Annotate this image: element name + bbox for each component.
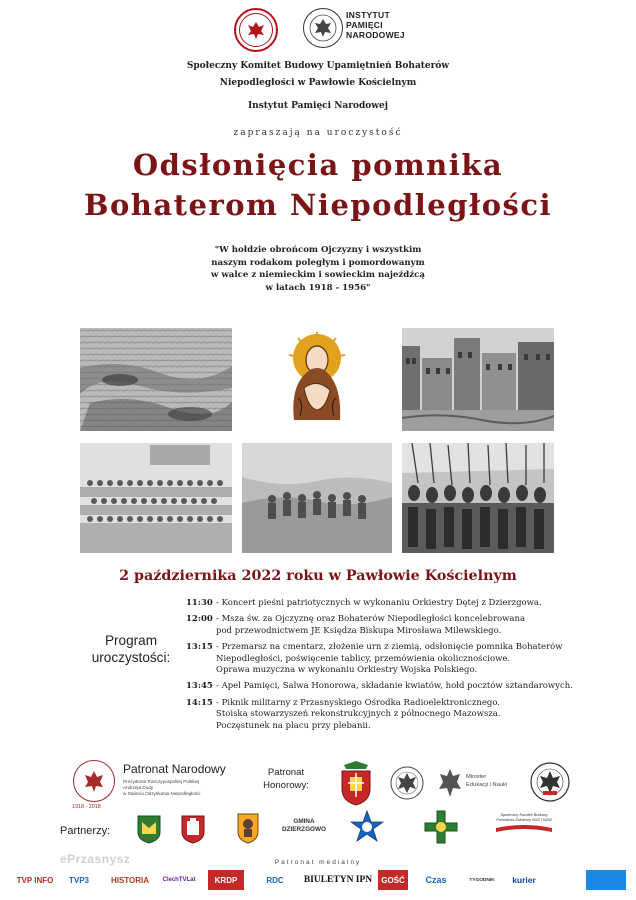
event-date: 2 października 2022 roku w Pawłowie Kościelnym xyxy=(119,568,517,584)
polish-eagle-icon xyxy=(73,760,115,802)
program-item xyxy=(186,642,606,676)
program-list xyxy=(186,598,606,737)
title-line: Bohaterom Niepodległości xyxy=(83,188,553,222)
photo-soldiers-group xyxy=(80,443,232,553)
media-logo-czas: Czas xyxy=(425,875,447,885)
program-time: 11:30 xyxy=(186,598,213,608)
partners-label: Partnerzy: xyxy=(60,825,111,837)
military-cross-icon xyxy=(424,810,458,844)
photo-forest-soldiers xyxy=(242,443,392,553)
ministry-eagle-icon xyxy=(436,766,464,800)
patronat-sub-line: Prezydenta Rzeczypospolitej Polskiej xyxy=(123,779,200,784)
ipn-seal-icon xyxy=(388,764,426,802)
ipn-emblem-icon xyxy=(303,8,343,48)
program-line: Poczęstunek na placu przy plebanii. xyxy=(216,720,371,731)
organizer-line: Społeczny Komitet Budowy Upamiętnień Bohaterów xyxy=(186,61,450,71)
media-logo-rdc: RDC xyxy=(266,875,284,885)
committee-nsz-logo xyxy=(496,812,552,832)
partner-coat-of-arms xyxy=(136,814,162,844)
patronat-honorowy-label xyxy=(256,766,316,792)
ipn-logo-line: INSTYTUT xyxy=(346,10,390,20)
organizer-line: Instytut Pamięci Narodowej xyxy=(247,101,389,111)
header-logos xyxy=(0,8,636,56)
patronat-sub-line: w Stuleciu Odzyskania Niepodległości xyxy=(123,791,201,797)
program-line: Oprawa muzyczna w wykonaniu Orkiestry Wojska Polskiego. xyxy=(216,665,478,676)
police-star-icon xyxy=(350,810,384,844)
quote-line: "W hołdzie obrońcom Ojczyzny i wszystkim xyxy=(214,245,422,255)
ministry-line: Minister xyxy=(466,774,487,780)
quote-line: w walce z niemieckim i sowieckim najeźdźcą xyxy=(211,270,425,281)
program-text xyxy=(216,598,606,609)
committee-line: Społeczny Komitet Budowy xyxy=(500,812,548,817)
quote-line: w latach 1918 - 1956" xyxy=(265,282,371,293)
gmina-line: GMINA xyxy=(293,818,315,825)
media-logo-tygodnik: TYGODNIK xyxy=(469,877,495,883)
media-logo-tvp3: TVP3 xyxy=(64,870,94,890)
patronat-sub-line: Andrzeja Dudy xyxy=(123,785,154,791)
patronat-narodowy-title: Patronat Narodowy xyxy=(123,762,226,776)
gmina-dzierzgowo-logo xyxy=(282,818,326,834)
program-time: 13:15 xyxy=(186,642,213,653)
media-logo-ciechtv: ClechTVLat xyxy=(162,877,196,883)
army-seal-icon xyxy=(528,760,572,804)
title-line: Odsłonięcia pomnika xyxy=(132,148,504,182)
invite-text: zapraszają na uroczystość xyxy=(233,128,403,138)
program-item xyxy=(186,698,606,732)
program-text xyxy=(216,614,606,637)
bishop-coat-of-arms-icon xyxy=(334,760,378,808)
media-logo-biuletyn-ipn: BIULETYN IPN xyxy=(303,875,373,885)
program-text xyxy=(216,642,606,676)
photo-battlefield xyxy=(80,328,232,431)
program-item xyxy=(186,614,606,637)
partner-coat-of-arms xyxy=(236,812,260,844)
program-line: pod przewodnictwem JE Księdza Biskupa Mirosława Milewskiego. xyxy=(216,625,502,636)
quote-line: naszym rodakom poległym i pomordowanym xyxy=(211,257,425,268)
patronat-honorowy-line: Patronat xyxy=(267,767,305,778)
media-logo-przasnysz xyxy=(586,870,626,890)
media-logo-krdp: KRDP xyxy=(208,870,244,890)
program-line: - Piknik militarny z Przasnyskiego Ośrodka Radioelektronicznego. xyxy=(216,697,501,708)
organizer-line: Niepodległości w Pawłowie Kościelnym xyxy=(219,78,417,88)
ipn-logo-line: PAMIĘCI xyxy=(346,20,383,30)
program-line: Niepodległości, poświęcenie tablicy, przemówienia okolicznościowe. xyxy=(216,653,511,664)
ipn-logo-text xyxy=(346,10,405,40)
ministry-label xyxy=(466,773,507,789)
dedication-quote xyxy=(0,244,636,294)
media-logo-historia: HISTORIA xyxy=(110,875,150,885)
media-logo-extra xyxy=(548,870,578,890)
gmina-line: DZIERZGOWO xyxy=(282,826,327,833)
centenary-years: 1918 - 2018 xyxy=(72,804,101,810)
photo-marching-crowd xyxy=(402,443,554,553)
photo-ruined-city xyxy=(402,328,554,431)
media-logo-tvp-info: TVP INFO xyxy=(12,870,58,890)
committee-logo xyxy=(234,8,278,52)
eprzasnysz-watermark: ePrzasnysz xyxy=(60,852,131,866)
media-patronage-label: Patronat medialny xyxy=(274,859,362,866)
program-time: 13:45 xyxy=(186,681,213,692)
program-item xyxy=(186,681,606,692)
program-label-line: uroczystości: xyxy=(91,650,171,665)
program-line: - Apel Pamięci, Salwa Honorowa, składanie kwiatów, hołd pocztów sztandarowych. xyxy=(216,681,573,692)
program-time: 12:00 xyxy=(186,614,213,625)
program-line: Stoiska stowarzyszeń rekonstrukcyjnych z północnego Mazowsza. xyxy=(216,709,501,720)
program-text xyxy=(216,698,606,732)
media-logo-gosc: GOŚĆ xyxy=(378,870,408,890)
patronat-narodowy-subtitle xyxy=(123,779,200,798)
eagle-icon xyxy=(239,13,273,47)
program-text xyxy=(216,681,606,692)
program-line: - Msza św. za Ojczyznę oraz Bohaterów Niepodległości koncelebrowana xyxy=(216,614,526,625)
program-item xyxy=(186,598,606,609)
ministry-line: Edukacji i Nauki xyxy=(466,782,508,788)
program-label xyxy=(86,632,176,666)
ipn-logo-line: NARODOWEJ xyxy=(346,30,405,40)
patronat-honorowy-line: Honorowy: xyxy=(263,780,309,791)
partner-coat-of-arms xyxy=(180,814,206,844)
program-line: - Koncert pieśni patriotycznych w wykonaniu Orkiestry Dętej z Dzierzgowa. xyxy=(216,598,542,608)
program-line: - Przemarsz na cmentarz, złożenie urn z ziemią, odsłonięcie pomnika Bohaterów xyxy=(216,642,563,653)
program-label-line: Program xyxy=(104,633,158,648)
photo-madonna-icon xyxy=(242,328,392,431)
committee-line: Pomników Żołnierzy NSZ i NZW xyxy=(496,817,552,822)
program-time: 14:15 xyxy=(186,697,213,708)
media-logo-kurier: kurier xyxy=(512,875,536,885)
